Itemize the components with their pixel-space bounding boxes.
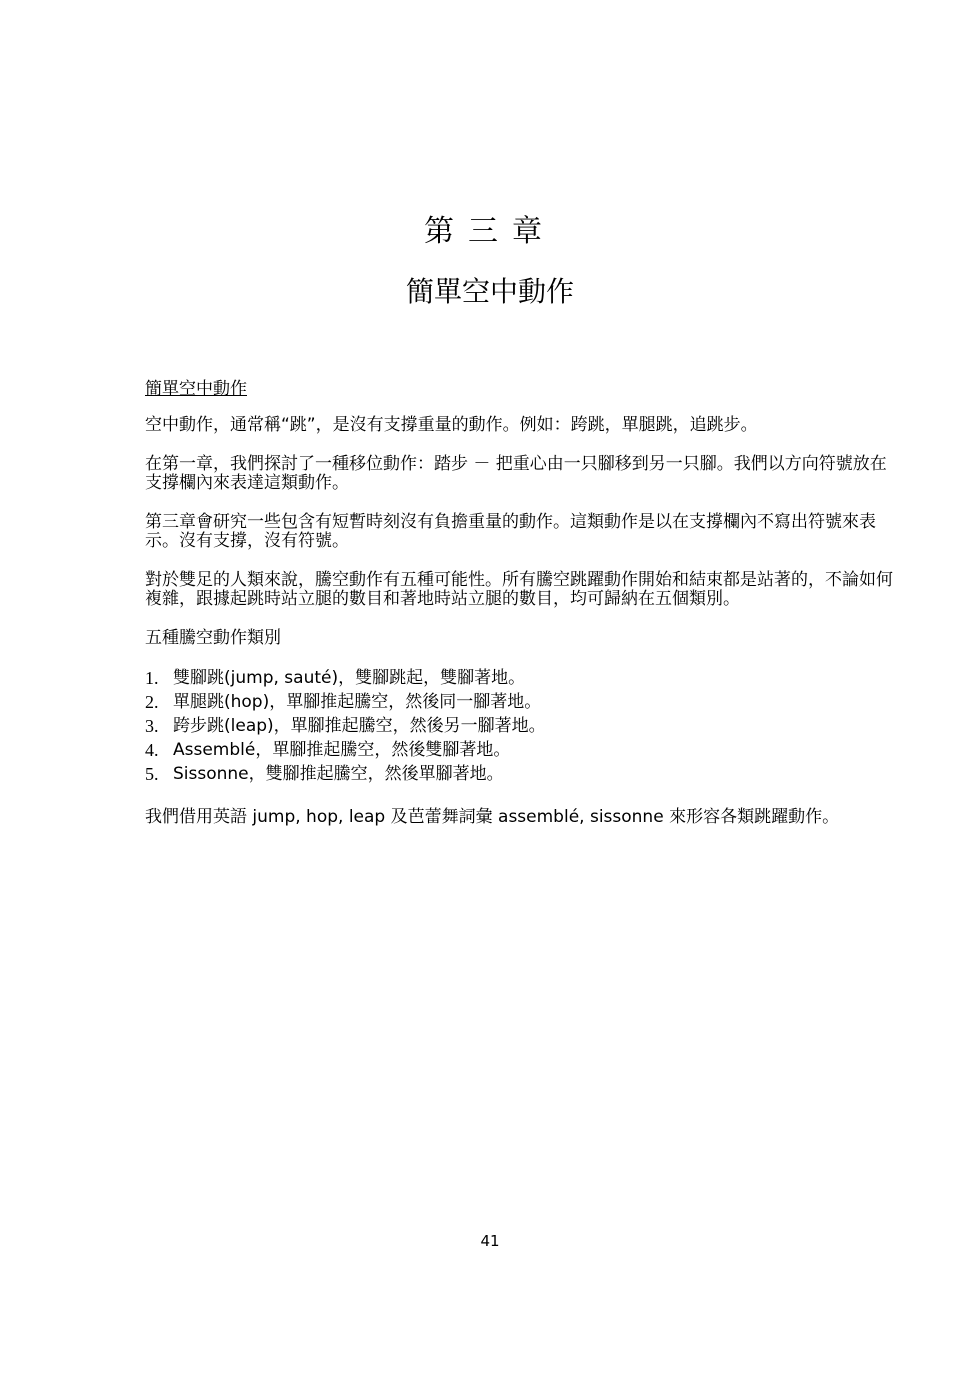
chapter-number: 第三章	[424, 214, 556, 249]
list-item-text: 單腿跳(hop)，單腳推起騰空，然後同一腳著地。	[173, 692, 542, 712]
list-item-number: 1.	[145, 668, 159, 688]
list-item-text: Assemblé，單腳推起騰空，然後雙腳著地。	[173, 740, 511, 760]
list-item-number: 5.	[145, 764, 159, 784]
chapter-title: 簡單空中動作	[405, 275, 574, 308]
page-number: 41	[480, 1232, 500, 1250]
list-item	[145, 690, 895, 714]
paragraph-1: 空中動作，通常稱“跳”，是沒有支撐重量的動作。例如：跨跳，單腿跳，追跳步。	[145, 415, 758, 435]
list-item-text: 跨步跳(leap)，單腳推起騰空，然後另一腳著地。	[173, 716, 546, 736]
main-content	[145, 378, 895, 847]
list-item-text: 雙腳跳(jump, sauté)，雙腳跳起，雙腳著地。	[173, 668, 526, 688]
list-item	[145, 714, 895, 738]
list-item	[145, 666, 895, 690]
list-item	[145, 762, 895, 786]
list-item-number: 4.	[145, 740, 159, 760]
closing-paragraph: 我們借用英語 jump, hop, leap 及芭蕾舞詞彙 assemblé, sissonne 來形容各類跳躍動作。	[145, 807, 840, 827]
list-item-text: Sissonne，雙腳推起騰空，然後單腳著地。	[173, 764, 504, 784]
aerial-categories-list	[145, 666, 895, 786]
list-intro: 五種騰空動作類別	[145, 628, 281, 648]
list-item-number: 2.	[145, 692, 159, 712]
list-item	[145, 738, 895, 762]
paragraph-2: 在第一章，我們探討了一種移位動作：踏步 － 把重心由一只腳移到另一只腳。我們以方向符號放在支撐欄內來表達這類動作。	[145, 454, 887, 493]
paragraph-4: 對於雙足的人類來說，騰空動作有五種可能性。所有騰空跳躍動作開始和結束都是站著的，不論如何複雜，跟據起跳時站立腿的數目和著地時站立腿的數目，均可歸納在五個類別。	[145, 570, 893, 609]
section-heading: 簡單空中動作	[145, 379, 247, 399]
list-item-number: 3.	[145, 716, 159, 736]
paragraph-3: 第三章會研究一些包含有短暫時刻沒有負擔重量的動作。這類動作是以在支撐欄內不寫出符號來表示。沒有支撐，沒有符號。	[145, 512, 876, 551]
